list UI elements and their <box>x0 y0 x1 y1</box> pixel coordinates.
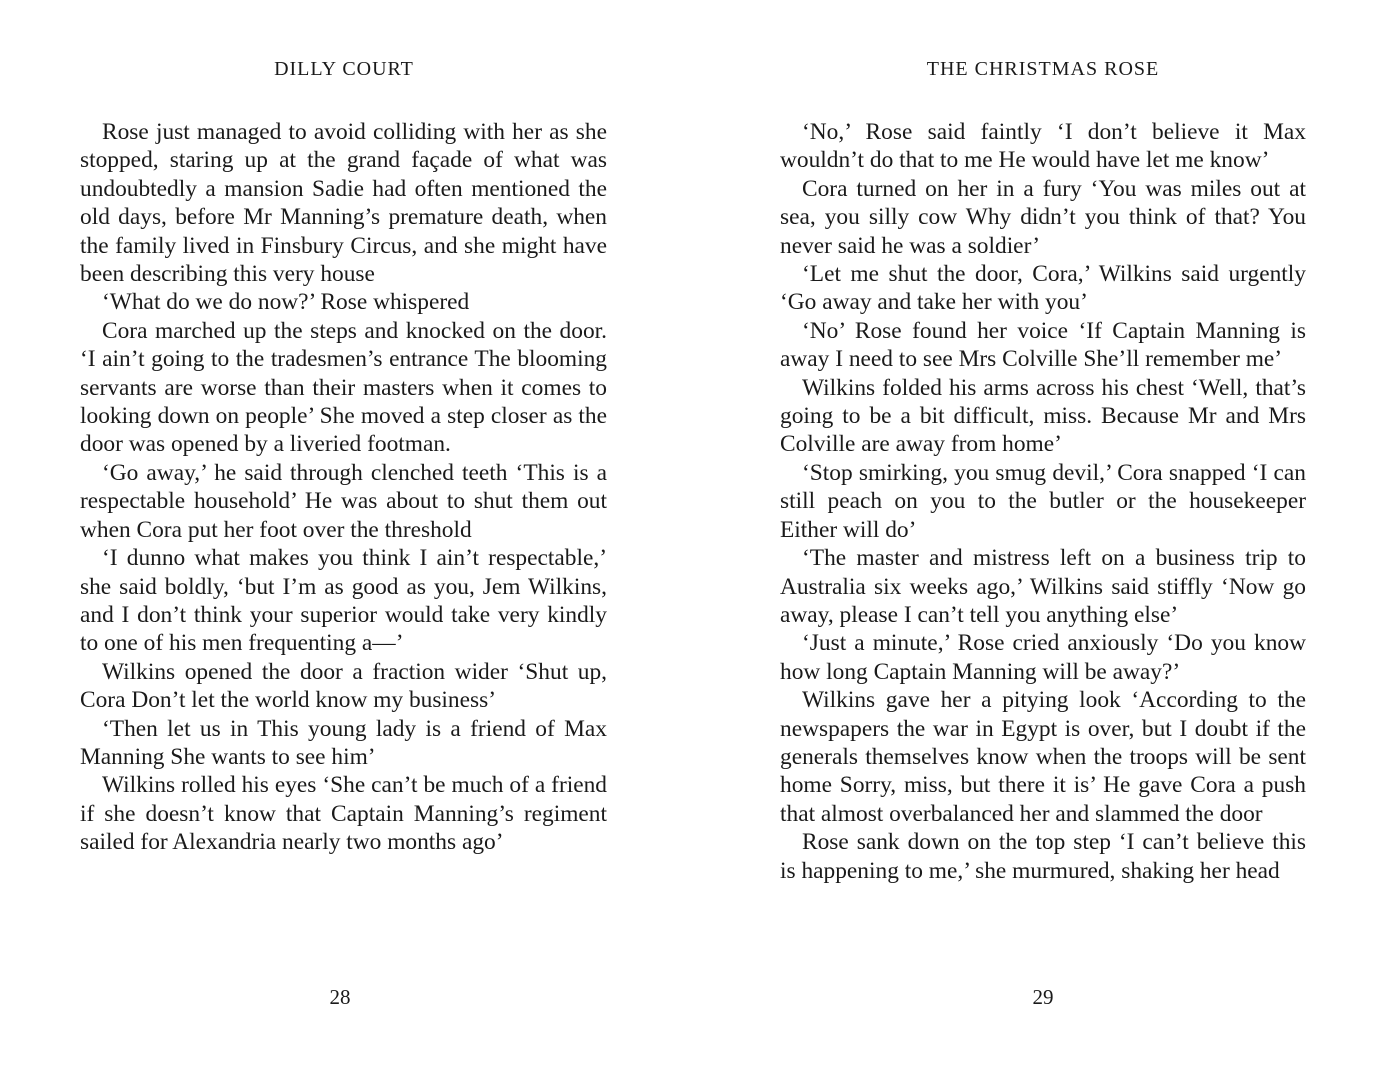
paragraph: Wilkins rolled his eyes ‘She can’t be much of a friend if she doesn’t know that Captain Manning’s regiment sailed for Alexandria nearly two months ago’ <box>80 772 607 856</box>
paragraph: Wilkins opened the door a fraction wider ‘Shut up, Cora Don’t let the world know my business’ <box>80 658 607 714</box>
paragraph: Rose sank down on the top step ‘I can’t believe this is happening to me,’ she murmured, shaking her head <box>780 829 1306 884</box>
paragraph: Wilkins gave her a pitying look ‘According to the newspapers the war in Egypt is over, but I doubt if the generals themselves know when the troops will be sent home Sorry, miss, but there it is’ He gave Cora a push that almost overbalanced her and slammed the door <box>780 687 1306 827</box>
paragraph: ‘The master and mistress left on a business trip to Australia six weeks ago,’ Wilkins said stiffly ‘Now go away, please I can’t tell you anything else’ <box>780 545 1306 628</box>
page-number: 28 <box>329 985 351 1009</box>
running-head-author: DILLY COURT <box>274 58 414 80</box>
paragraph: ‘I dunno what makes you think I ain’t respectable,’ she said boldly, ‘but I’m as good as you, Jem Wilkins, and I don’t think your superior would take very kindly to one of his men frequenting a—’ <box>80 545 607 657</box>
paragraph: ‘Stop smirking, you smug devil,’ Cora snapped ‘I can still peach on you to the butler or the housekeeper Either will do’ <box>780 459 1306 543</box>
paragraph: ‘What do we do now?’ Rose whispered <box>102 289 470 316</box>
paragraph: Wilkins folded his arms across his chest ‘Well, that’s going to be a bit difficult, miss. Because Mr and Mrs Colville are away from home’ <box>780 374 1306 458</box>
paragraph: Cora marched up the steps and knocked on the door. ‘I ain’t going to the tradesmen’s entrance The blooming servants are worse than their masters when it comes to looking down on people’ She moved a step closer as the door was opened by a liveried footman. <box>80 317 607 458</box>
paragraph: Rose just managed to avoid colliding with her as she stopped, staring up at the grand façade of what was undoubtedly a mansion Sadie had often mentioned the old days, before Mr Manning’s premature death, when the family lived in Finsbury Circus, and she might have been describing this very house <box>80 119 607 288</box>
paragraph: ‘No’ Rose found her voice ‘If Captain Manning is away I need to see Mrs Colville She’ll remember me’ <box>780 317 1306 373</box>
paragraph: ‘Then let us in This young lady is a friend of Max Manning She wants to see him’ <box>80 715 607 770</box>
paragraph: ‘Let me shut the door, Cora,’ Wilkins said urgently ‘Go away and take her with you’ <box>780 261 1306 316</box>
right-page <box>690 0 1380 1080</box>
right-page-body <box>780 118 1306 885</box>
left-page-body <box>80 118 607 857</box>
paragraph: ‘Just a minute,’ Rose cried anxiously ‘Do you know how long Captain Manning will be away?’ <box>780 630 1306 685</box>
page-number: 29 <box>1032 985 1054 1009</box>
paragraph: Cora turned on her in a fury ‘You was miles out at sea, you silly cow Why didn’t you think of that? You never said he was a soldier’ <box>780 175 1306 259</box>
running-head-title: THE CHRISTMAS ROSE <box>926 58 1160 80</box>
paragraph: ‘Go away,’ he said through clenched teeth ‘This is a respectable household’ He was about to shut them out when Cora put her foot over the threshold <box>80 459 607 543</box>
paragraph: ‘No,’ Rose said faintly ‘I don’t believe it Max wouldn’t do that to me He would have let me know’ <box>780 119 1306 174</box>
